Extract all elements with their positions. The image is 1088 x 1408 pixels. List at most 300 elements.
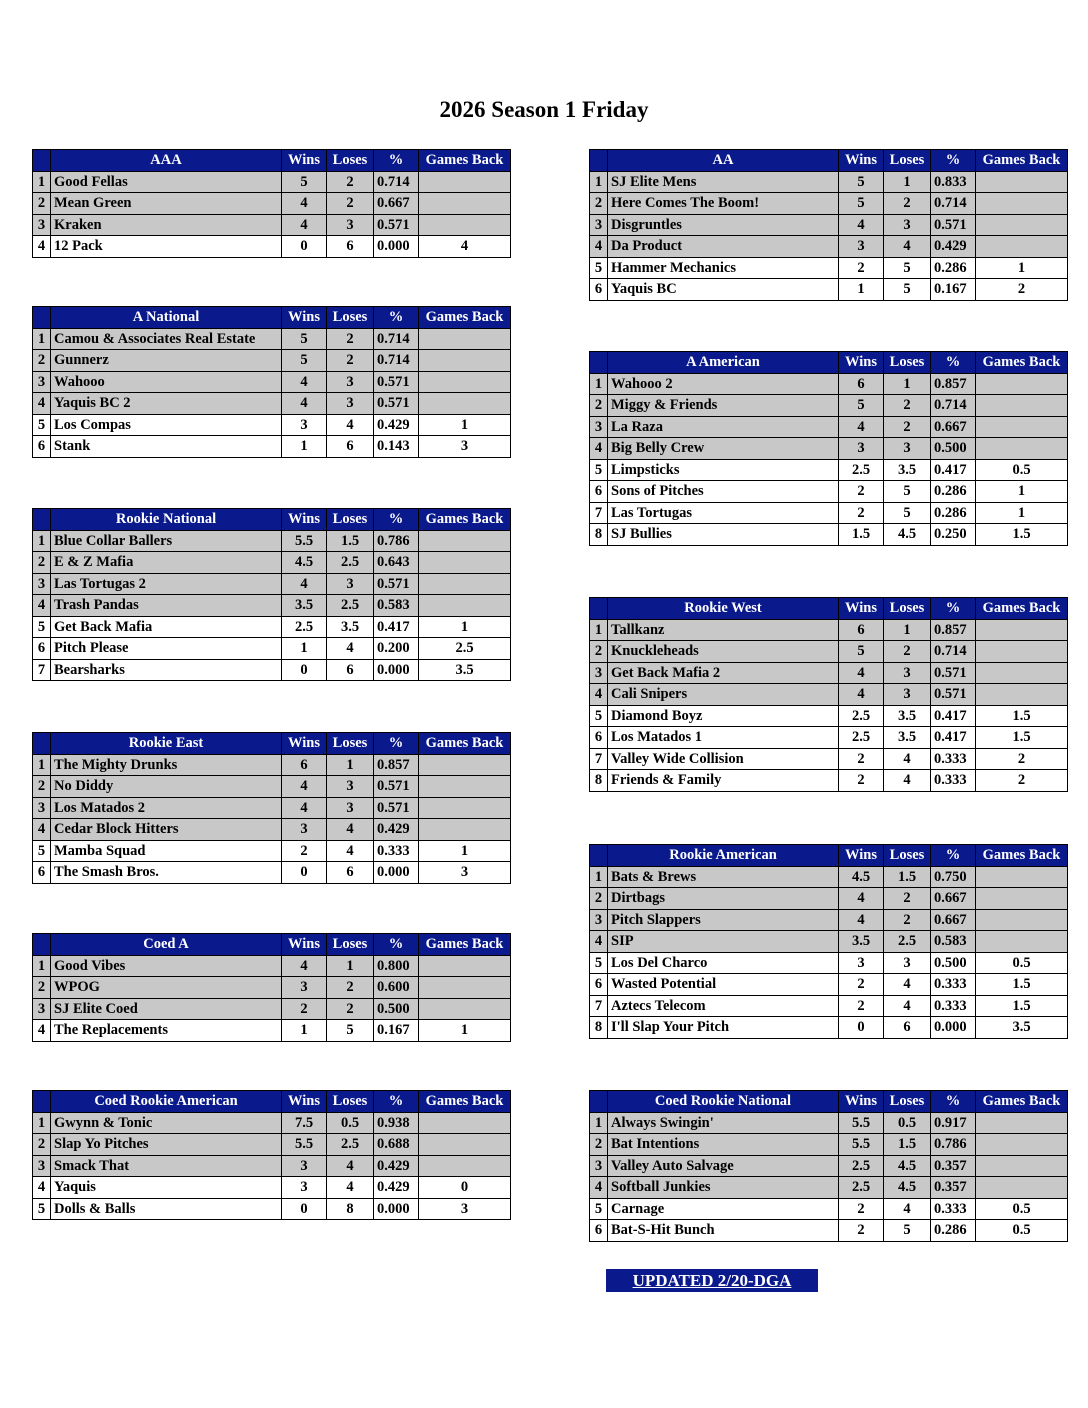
pct-value: 0.417 bbox=[931, 727, 976, 749]
games-back-value: 0 bbox=[419, 1177, 511, 1199]
header-rank-cell bbox=[33, 1091, 51, 1113]
games-back-value bbox=[976, 1177, 1068, 1199]
wins-value: 4 bbox=[839, 909, 884, 931]
team-name: 12 Pack bbox=[51, 236, 282, 258]
games-back-value bbox=[419, 998, 511, 1020]
table-row bbox=[33, 1020, 511, 1042]
team-name: Pitch Please bbox=[51, 638, 282, 660]
loses-value: 3 bbox=[327, 371, 374, 393]
loses-value: 5 bbox=[884, 502, 931, 524]
wins-value: 4 bbox=[282, 573, 327, 595]
pct-value: 0.786 bbox=[931, 1134, 976, 1156]
header-games-back: Games Back bbox=[976, 845, 1068, 867]
header-pct: % bbox=[931, 845, 976, 867]
pct-value: 0.857 bbox=[374, 754, 419, 776]
team-name: Da Product bbox=[608, 236, 839, 258]
wins-value: 4 bbox=[282, 393, 327, 415]
header-rank-cell bbox=[590, 1091, 608, 1113]
pct-value: 0.429 bbox=[931, 236, 976, 258]
wins-value: 2.5 bbox=[282, 616, 327, 638]
pct-value: 0.333 bbox=[931, 1198, 976, 1220]
team-name: WPOG bbox=[51, 977, 282, 999]
loses-value: 3 bbox=[884, 214, 931, 236]
table-row bbox=[590, 171, 1068, 193]
header-rank-cell bbox=[590, 598, 608, 620]
pct-value: 0.250 bbox=[931, 524, 976, 546]
pct-value: 0.800 bbox=[374, 955, 419, 977]
header-games-back: Games Back bbox=[976, 150, 1068, 172]
rank-cell: 6 bbox=[33, 436, 51, 458]
header-pct: % bbox=[931, 150, 976, 172]
rank-cell: 4 bbox=[33, 236, 51, 258]
loses-value: 3 bbox=[327, 573, 374, 595]
updated-banner: UPDATED 2/20-DGA bbox=[606, 1269, 818, 1292]
header-loses: Loses bbox=[327, 934, 374, 956]
header-loses: Loses bbox=[884, 352, 931, 374]
table-row bbox=[33, 171, 511, 193]
team-name: Cedar Block Hitters bbox=[51, 819, 282, 841]
header-wins: Wins bbox=[282, 934, 327, 956]
games-back-value: 1.5 bbox=[976, 524, 1068, 546]
loses-value: 0.5 bbox=[884, 1112, 931, 1134]
loses-value: 4 bbox=[327, 819, 374, 841]
table-row bbox=[33, 530, 511, 552]
wins-value: 1 bbox=[282, 1020, 327, 1042]
rank-cell: 3 bbox=[33, 1155, 51, 1177]
pct-value: 0.286 bbox=[931, 1220, 976, 1242]
wins-value: 4 bbox=[282, 193, 327, 215]
table-row bbox=[590, 1198, 1068, 1220]
team-name: Bats & Brews bbox=[608, 866, 839, 888]
loses-value: 2 bbox=[884, 416, 931, 438]
pct-value: 0.200 bbox=[374, 638, 419, 660]
loses-value: 3 bbox=[327, 393, 374, 415]
pct-value: 0.857 bbox=[931, 619, 976, 641]
pct-value: 0.429 bbox=[374, 414, 419, 436]
team-name: Gwynn & Tonic bbox=[51, 1112, 282, 1134]
pct-value: 0.500 bbox=[931, 952, 976, 974]
wins-value: 0 bbox=[282, 236, 327, 258]
games-back-value bbox=[976, 684, 1068, 706]
wins-value: 4 bbox=[282, 214, 327, 236]
pct-value: 0.167 bbox=[374, 1020, 419, 1042]
team-name: Dolls & Balls bbox=[51, 1198, 282, 1220]
table-row bbox=[33, 1155, 511, 1177]
rank-cell: 1 bbox=[33, 530, 51, 552]
games-back-value bbox=[419, 371, 511, 393]
rank-cell: 2 bbox=[33, 552, 51, 574]
games-back-value bbox=[419, 393, 511, 415]
games-back-value bbox=[419, 819, 511, 841]
team-name: Wasted Potential bbox=[608, 974, 839, 996]
team-name: Hammer Mechanics bbox=[608, 257, 839, 279]
team-name: Los Matados 1 bbox=[608, 727, 839, 749]
team-name: La Raza bbox=[608, 416, 839, 438]
header-games-back: Games Back bbox=[976, 1091, 1068, 1113]
loses-value: 1 bbox=[884, 619, 931, 641]
table-row bbox=[590, 1112, 1068, 1134]
loses-value: 3.5 bbox=[884, 459, 931, 481]
wins-value: 5.5 bbox=[839, 1112, 884, 1134]
pct-value: 0.714 bbox=[931, 395, 976, 417]
rank-cell: 3 bbox=[590, 214, 608, 236]
rank-cell: 2 bbox=[590, 888, 608, 910]
rank-cell: 3 bbox=[590, 662, 608, 684]
pct-value: 0.417 bbox=[931, 705, 976, 727]
table-row bbox=[590, 619, 1068, 641]
loses-value: 5 bbox=[884, 257, 931, 279]
loses-value: 1.5 bbox=[327, 530, 374, 552]
pct-value: 0.286 bbox=[931, 502, 976, 524]
pct-value: 0.429 bbox=[374, 819, 419, 841]
header-rank-cell bbox=[590, 845, 608, 867]
rank-cell: 2 bbox=[590, 193, 608, 215]
pct-value: 0.750 bbox=[931, 866, 976, 888]
division-name: Coed Rookie American bbox=[51, 1091, 282, 1113]
pct-value: 0.357 bbox=[931, 1177, 976, 1199]
wins-value: 2 bbox=[839, 748, 884, 770]
team-name: Miggy & Friends bbox=[608, 395, 839, 417]
rank-cell: 5 bbox=[590, 257, 608, 279]
games-back-value: 1 bbox=[419, 616, 511, 638]
header-loses: Loses bbox=[327, 509, 374, 531]
table-row bbox=[33, 862, 511, 884]
wins-value: 2 bbox=[282, 840, 327, 862]
games-back-value bbox=[976, 214, 1068, 236]
table-row bbox=[590, 395, 1068, 417]
header-pct: % bbox=[931, 352, 976, 374]
team-name: Here Comes The Boom! bbox=[608, 193, 839, 215]
table-row bbox=[33, 819, 511, 841]
games-back-value bbox=[419, 1112, 511, 1134]
rank-cell: 3 bbox=[33, 371, 51, 393]
rank-cell: 6 bbox=[590, 1220, 608, 1242]
games-back-value: 1.5 bbox=[976, 974, 1068, 996]
team-name: Bat Intentions bbox=[608, 1134, 839, 1156]
table-row bbox=[33, 552, 511, 574]
table-row bbox=[33, 393, 511, 415]
pct-value: 0.333 bbox=[931, 748, 976, 770]
team-name: Bearsharks bbox=[51, 659, 282, 681]
pct-value: 0.571 bbox=[374, 371, 419, 393]
team-name: SJ Elite Mens bbox=[608, 171, 839, 193]
wins-value: 5.5 bbox=[282, 1134, 327, 1156]
wins-value: 6 bbox=[839, 373, 884, 395]
table-row bbox=[590, 952, 1068, 974]
standings-table-coed-a bbox=[32, 933, 511, 1042]
table-row bbox=[33, 350, 511, 372]
wins-value: 0 bbox=[282, 659, 327, 681]
rank-cell: 6 bbox=[590, 279, 608, 301]
page-title: 2026 Season 1 Friday bbox=[439, 97, 649, 122]
header-pct: % bbox=[931, 598, 976, 620]
team-name: E & Z Mafia bbox=[51, 552, 282, 574]
header-pct: % bbox=[374, 307, 419, 329]
pct-value: 0.571 bbox=[931, 662, 976, 684]
loses-value: 4 bbox=[884, 1198, 931, 1220]
header-rank-cell bbox=[33, 307, 51, 329]
division-name: Coed Rookie National bbox=[608, 1091, 839, 1113]
loses-value: 5 bbox=[884, 1220, 931, 1242]
header-games-back: Games Back bbox=[976, 352, 1068, 374]
team-name: Diamond Boyz bbox=[608, 705, 839, 727]
table-row bbox=[590, 438, 1068, 460]
loses-value: 3 bbox=[327, 776, 374, 798]
rank-cell: 4 bbox=[33, 1020, 51, 1042]
header-loses: Loses bbox=[884, 150, 931, 172]
wins-value: 2.5 bbox=[839, 459, 884, 481]
loses-value: 0.5 bbox=[327, 1112, 374, 1134]
header-pct: % bbox=[374, 1091, 419, 1113]
team-name: Disgruntles bbox=[608, 214, 839, 236]
games-back-value bbox=[976, 236, 1068, 258]
wins-value: 3 bbox=[282, 1155, 327, 1177]
loses-value: 3.5 bbox=[884, 705, 931, 727]
team-name: Get Back Mafia 2 bbox=[608, 662, 839, 684]
team-name: Las Tortugas 2 bbox=[51, 573, 282, 595]
pct-value: 0.571 bbox=[374, 573, 419, 595]
table-row bbox=[590, 995, 1068, 1017]
rank-cell: 4 bbox=[590, 438, 608, 460]
wins-value: 5 bbox=[282, 328, 327, 350]
division-name: AA bbox=[608, 150, 839, 172]
games-back-value: 3 bbox=[419, 436, 511, 458]
games-back-value bbox=[976, 1155, 1068, 1177]
pct-value: 0.000 bbox=[374, 1198, 419, 1220]
games-back-value bbox=[419, 595, 511, 617]
wins-value: 4 bbox=[839, 888, 884, 910]
header-rank-cell bbox=[590, 150, 608, 172]
games-back-value bbox=[419, 797, 511, 819]
team-name: Gunnerz bbox=[51, 350, 282, 372]
games-back-value bbox=[976, 931, 1068, 953]
pct-value: 0.667 bbox=[931, 909, 976, 931]
wins-value: 1 bbox=[839, 279, 884, 301]
loses-value: 1.5 bbox=[884, 866, 931, 888]
wins-value: 6 bbox=[282, 754, 327, 776]
team-name: Wahooo bbox=[51, 371, 282, 393]
wins-value: 4 bbox=[282, 371, 327, 393]
rank-cell: 5 bbox=[33, 616, 51, 638]
loses-value: 2.5 bbox=[327, 1134, 374, 1156]
header-wins: Wins bbox=[839, 598, 884, 620]
team-name: No Diddy bbox=[51, 776, 282, 798]
loses-value: 2 bbox=[327, 998, 374, 1020]
wins-value: 0 bbox=[282, 1198, 327, 1220]
rank-cell: 3 bbox=[33, 998, 51, 1020]
loses-value: 3 bbox=[884, 662, 931, 684]
table-row bbox=[590, 481, 1068, 503]
team-name: Dirtbags bbox=[608, 888, 839, 910]
pct-value: 0.417 bbox=[374, 616, 419, 638]
games-back-value bbox=[419, 955, 511, 977]
header-wins: Wins bbox=[282, 1091, 327, 1113]
table-row bbox=[33, 955, 511, 977]
pct-value: 0.500 bbox=[374, 998, 419, 1020]
loses-value: 4 bbox=[327, 1177, 374, 1199]
table-row bbox=[590, 373, 1068, 395]
rank-cell: 1 bbox=[590, 866, 608, 888]
header-games-back: Games Back bbox=[419, 150, 511, 172]
wins-value: 3.5 bbox=[839, 931, 884, 953]
games-back-value: 1.5 bbox=[976, 727, 1068, 749]
table-row bbox=[33, 840, 511, 862]
team-name: Stank bbox=[51, 436, 282, 458]
header-loses: Loses bbox=[884, 845, 931, 867]
team-name: Los Matados 2 bbox=[51, 797, 282, 819]
loses-value: 6 bbox=[884, 1017, 931, 1039]
team-name: Always Swingin' bbox=[608, 1112, 839, 1134]
header-loses: Loses bbox=[884, 1091, 931, 1113]
wins-value: 2 bbox=[839, 770, 884, 792]
loses-value: 4.5 bbox=[884, 524, 931, 546]
games-back-value: 3 bbox=[419, 862, 511, 884]
pct-value: 0.286 bbox=[931, 481, 976, 503]
table-row bbox=[33, 414, 511, 436]
pct-value: 0.643 bbox=[374, 552, 419, 574]
table-row bbox=[590, 193, 1068, 215]
header-games-back: Games Back bbox=[419, 307, 511, 329]
header-rank-cell bbox=[33, 733, 51, 755]
rank-cell: 1 bbox=[590, 171, 608, 193]
pct-value: 0.500 bbox=[931, 438, 976, 460]
games-back-value: 4 bbox=[419, 236, 511, 258]
header-loses: Loses bbox=[884, 598, 931, 620]
team-name: Aztecs Telecom bbox=[608, 995, 839, 1017]
standings-table-rookie-west bbox=[589, 597, 1068, 792]
rank-cell: 7 bbox=[590, 502, 608, 524]
loses-value: 1 bbox=[884, 373, 931, 395]
games-back-value bbox=[419, 214, 511, 236]
table-row bbox=[33, 754, 511, 776]
rank-cell: 2 bbox=[33, 1134, 51, 1156]
table-row bbox=[590, 662, 1068, 684]
header-pct: % bbox=[931, 1091, 976, 1113]
table-row bbox=[33, 998, 511, 1020]
table-row bbox=[33, 236, 511, 258]
wins-value: 4 bbox=[282, 776, 327, 798]
games-back-value bbox=[419, 1155, 511, 1177]
loses-value: 3 bbox=[884, 438, 931, 460]
loses-value: 2 bbox=[327, 350, 374, 372]
games-back-value bbox=[419, 171, 511, 193]
rank-cell: 5 bbox=[590, 459, 608, 481]
rank-cell: 8 bbox=[590, 1017, 608, 1039]
wins-value: 5 bbox=[839, 641, 884, 663]
table-row bbox=[33, 616, 511, 638]
division-name: Rookie West bbox=[608, 598, 839, 620]
loses-value: 1 bbox=[884, 171, 931, 193]
games-back-value bbox=[419, 754, 511, 776]
rank-cell: 6 bbox=[590, 481, 608, 503]
wins-value: 3 bbox=[282, 819, 327, 841]
header-rank-cell bbox=[33, 509, 51, 531]
loses-value: 2 bbox=[327, 193, 374, 215]
standings-table-coed-rookie-american bbox=[32, 1090, 511, 1220]
rank-cell: 7 bbox=[590, 748, 608, 770]
rank-cell: 1 bbox=[590, 373, 608, 395]
team-name: Knuckleheads bbox=[608, 641, 839, 663]
loses-value: 2 bbox=[884, 641, 931, 663]
loses-value: 5 bbox=[884, 279, 931, 301]
standings-table-rookie-national bbox=[32, 508, 511, 681]
team-name: SJ Bullies bbox=[608, 524, 839, 546]
table-row bbox=[33, 977, 511, 999]
rank-cell: 4 bbox=[590, 684, 608, 706]
table-row bbox=[33, 776, 511, 798]
loses-value: 2.5 bbox=[327, 552, 374, 574]
games-back-value bbox=[419, 552, 511, 574]
header-pct: % bbox=[374, 934, 419, 956]
team-name: Softball Junkies bbox=[608, 1177, 839, 1199]
games-back-value bbox=[976, 395, 1068, 417]
pct-value: 0.286 bbox=[931, 257, 976, 279]
games-back-value bbox=[419, 328, 511, 350]
team-name: Kraken bbox=[51, 214, 282, 236]
wins-value: 5.5 bbox=[839, 1134, 884, 1156]
wins-value: 1 bbox=[282, 638, 327, 660]
rank-cell: 3 bbox=[33, 573, 51, 595]
table-row bbox=[590, 888, 1068, 910]
header-pct: % bbox=[374, 150, 419, 172]
team-name: Valley Auto Salvage bbox=[608, 1155, 839, 1177]
team-name: Sons of Pitches bbox=[608, 481, 839, 503]
division-name: A National bbox=[51, 307, 282, 329]
games-back-value bbox=[976, 193, 1068, 215]
loses-value: 4 bbox=[884, 236, 931, 258]
team-name: Slap Yo Pitches bbox=[51, 1134, 282, 1156]
team-name: Good Fellas bbox=[51, 171, 282, 193]
rank-cell: 6 bbox=[590, 974, 608, 996]
pct-value: 0.571 bbox=[374, 393, 419, 415]
division-name: Rookie East bbox=[51, 733, 282, 755]
rank-cell: 7 bbox=[33, 659, 51, 681]
wins-value: 2 bbox=[839, 502, 884, 524]
wins-value: 2 bbox=[839, 995, 884, 1017]
pct-value: 0.688 bbox=[374, 1134, 419, 1156]
team-name: The Mighty Drunks bbox=[51, 754, 282, 776]
table-row bbox=[590, 459, 1068, 481]
table-row bbox=[590, 279, 1068, 301]
header-wins: Wins bbox=[839, 150, 884, 172]
wins-value: 2.5 bbox=[839, 1155, 884, 1177]
wins-value: 3 bbox=[282, 977, 327, 999]
team-name: I'll Slap Your Pitch bbox=[608, 1017, 839, 1039]
team-name: Los Del Charco bbox=[608, 952, 839, 974]
team-name: Camou & Associates Real Estate bbox=[51, 328, 282, 350]
rank-cell: 1 bbox=[33, 328, 51, 350]
wins-value: 4.5 bbox=[282, 552, 327, 574]
table-row bbox=[33, 638, 511, 660]
team-name: Mamba Squad bbox=[51, 840, 282, 862]
table-row bbox=[590, 931, 1068, 953]
pct-value: 0.429 bbox=[374, 1155, 419, 1177]
table-row bbox=[590, 416, 1068, 438]
rank-cell: 5 bbox=[590, 705, 608, 727]
rank-cell: 7 bbox=[590, 995, 608, 1017]
rank-cell: 6 bbox=[590, 727, 608, 749]
header-rank-cell bbox=[590, 352, 608, 374]
rank-cell: 4 bbox=[590, 236, 608, 258]
pct-value: 0.429 bbox=[374, 1177, 419, 1199]
table-row bbox=[590, 1017, 1068, 1039]
loses-value: 2.5 bbox=[884, 931, 931, 953]
games-back-value bbox=[419, 573, 511, 595]
games-back-value: 1 bbox=[419, 1020, 511, 1042]
pct-value: 0.417 bbox=[931, 459, 976, 481]
team-name: Big Belly Crew bbox=[608, 438, 839, 460]
loses-value: 3 bbox=[327, 214, 374, 236]
